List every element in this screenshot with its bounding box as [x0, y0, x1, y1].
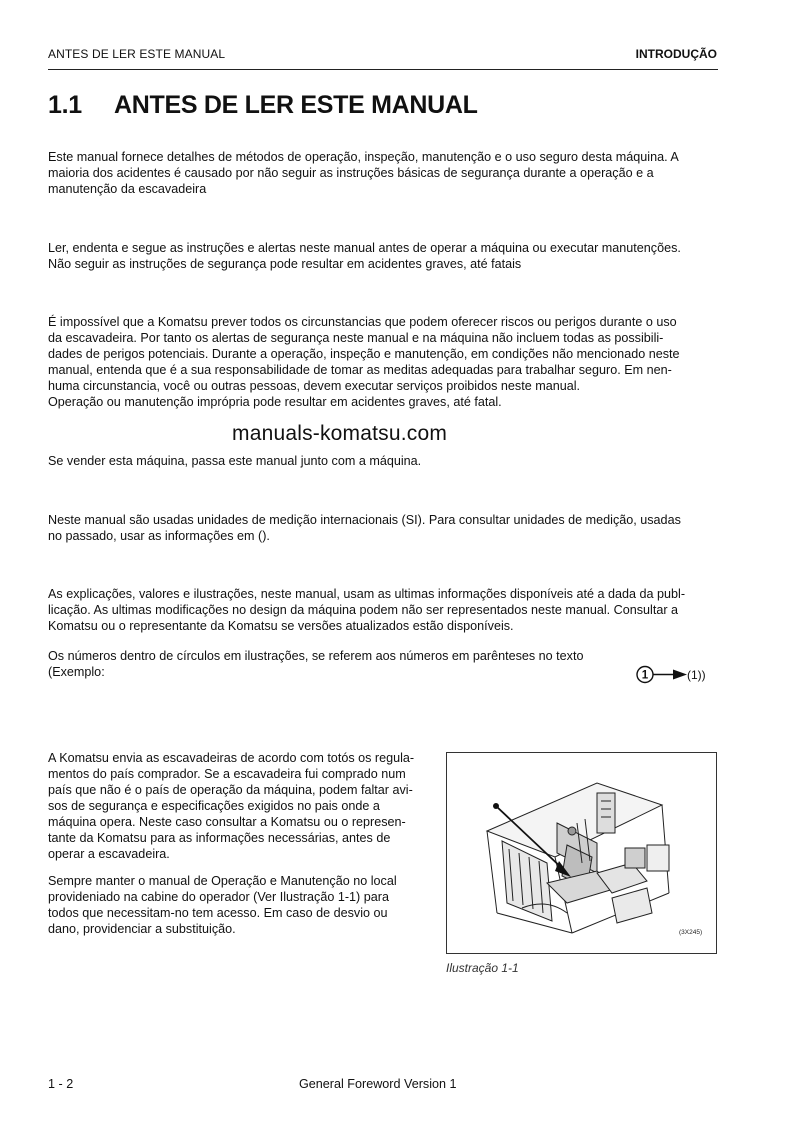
paragraph-line: manual, entenda que é a sua responsabilidade de tomar as meditas adequadas para trabalhar seguro. Em nen- [48, 363, 672, 377]
paragraph-line: sos de segurança e especificações exigidos no pais onde a [48, 799, 380, 813]
paragraph-keep-manual [48, 873, 433, 937]
callout-paren-text: (1)) [687, 668, 706, 682]
paragraph-line: país que não é o país de operação da máquina, podem faltar avi- [48, 783, 413, 797]
paragraph-line: As explicações, valores e ilustrações, neste manual, usam as ultimas informações disponíveis até a dada da publ- [48, 587, 686, 601]
callout-circle-number: 1 [641, 669, 649, 682]
paragraph-line: Se vender esta máquina, passa este manual junto com a máquina. [48, 454, 422, 468]
paragraph-line: (Exemplo: [48, 665, 105, 679]
figure-caption: Ilustração 1-1 [446, 961, 519, 975]
paragraph-line: Sempre manter o manual de Operação e Manutenção no local [48, 874, 397, 888]
paragraph-latest-info [48, 586, 720, 634]
paragraph-line: licação. As ultimas modificações no design da máquina podem não ser representados neste manual. Consultar a [48, 603, 679, 617]
header-rule [48, 69, 718, 70]
paragraph-line: A Komatsu envia as escavadeiras de acordo com totós os regula- [48, 751, 415, 765]
section-title [48, 91, 478, 120]
paragraph-line: Neste manual são usadas unidades de medição internacionais (SI). Para consultar unidades de medição, usadas [48, 513, 681, 527]
paragraph-line: manutenção da escavadeira [48, 182, 207, 196]
figure-code: (3X245) [679, 929, 703, 936]
paragraph-line: Este manual fornece detalhes de métodos de operação, inspeção, manutenção e o uso seguro desta máquina. A [48, 150, 679, 164]
paragraph-line: Komatsu ou o representante da Komatsu se versões atualizados estão disponíveis. [48, 619, 514, 633]
section-heading: ANTES DE LER ESTE MANUAL [114, 91, 478, 119]
paragraph-line: todos que necessitam-no tem acesso. Em caso de desvio ou [48, 906, 388, 920]
page-number: 1 - 2 [48, 1077, 74, 1091]
paragraph-line: no passado, usar as informações em (). [48, 529, 270, 543]
paragraph-line: Não seguir as instruções de segurança pode resultar em acidentes graves, até fatais [48, 257, 522, 271]
paragraph-regulations [48, 750, 433, 862]
paragraph-line: provideniado na cabine do operador (Ver Ilustração 1-1) para [48, 890, 389, 904]
paragraph-hazards [48, 314, 720, 410]
paragraph-read-instructions [48, 240, 720, 272]
paragraph-line: Ler, endenta e segue as instruções e alertas neste manual antes de operar a máquina ou executar manutenções. [48, 241, 681, 255]
circled-number-example [636, 665, 716, 685]
footer-document-title: General Foreword Version 1 [299, 1077, 457, 1091]
paragraph-units [48, 512, 720, 544]
paragraph-line: operar a escavadeira. [48, 847, 170, 861]
callout-arrow-icon [636, 665, 716, 685]
paragraph-line: huma circunstancia, você ou outras pessoas, devem executar serviços proibidos neste manual. [48, 379, 581, 393]
paragraph-line: tante da Komatsu para as informações necessárias, antes de [48, 831, 391, 845]
watermark-text: manuals-komatsu.com [232, 422, 448, 445]
running-header-title: ANTES DE LER ESTE MANUAL [48, 47, 226, 61]
paragraph-line: da escavadeira. Por tanto os alertas de segurança neste manual e na máquina não incluem todas as possibili- [48, 331, 664, 345]
paragraph-line: Os números dentro de círculos em ilustrações, se referem aos números em parênteses no texto [48, 649, 584, 663]
paragraph-line: máquina opera. Neste caso consultar a Komatsu ou o represen- [48, 815, 406, 829]
paragraph-line: mentos do país comprador. Se a escavadeira fui comprado num [48, 767, 406, 781]
paragraph-line: maioria dos acidentes é causado por não seguir as instruções básicas de segurança durante a operação e a [48, 166, 654, 180]
operator-cab-illustration [446, 752, 717, 954]
section-number: 1.1 [48, 91, 82, 119]
running-header-section: INTRODUÇÃO [635, 47, 717, 61]
paragraph-line: Operação ou manutenção imprópria pode resultar em acidentes graves, até fatal. [48, 395, 502, 409]
paragraph-intro [48, 149, 720, 197]
paragraph-line: dades de perigos potenciais. Durante a operação, inspeção e manutenção, em condições não mencionado neste [48, 347, 680, 361]
cab-drawing-icon [447, 753, 716, 953]
paragraph-resale [48, 453, 720, 469]
paragraph-line: É impossível que a Komatsu prever todos os circunstancias que podem oferecer riscos ou perigos durante o uso [48, 315, 677, 329]
paragraph-circled-numbers [48, 648, 720, 680]
paragraph-line: dano, providenciar a substituição. [48, 922, 236, 936]
